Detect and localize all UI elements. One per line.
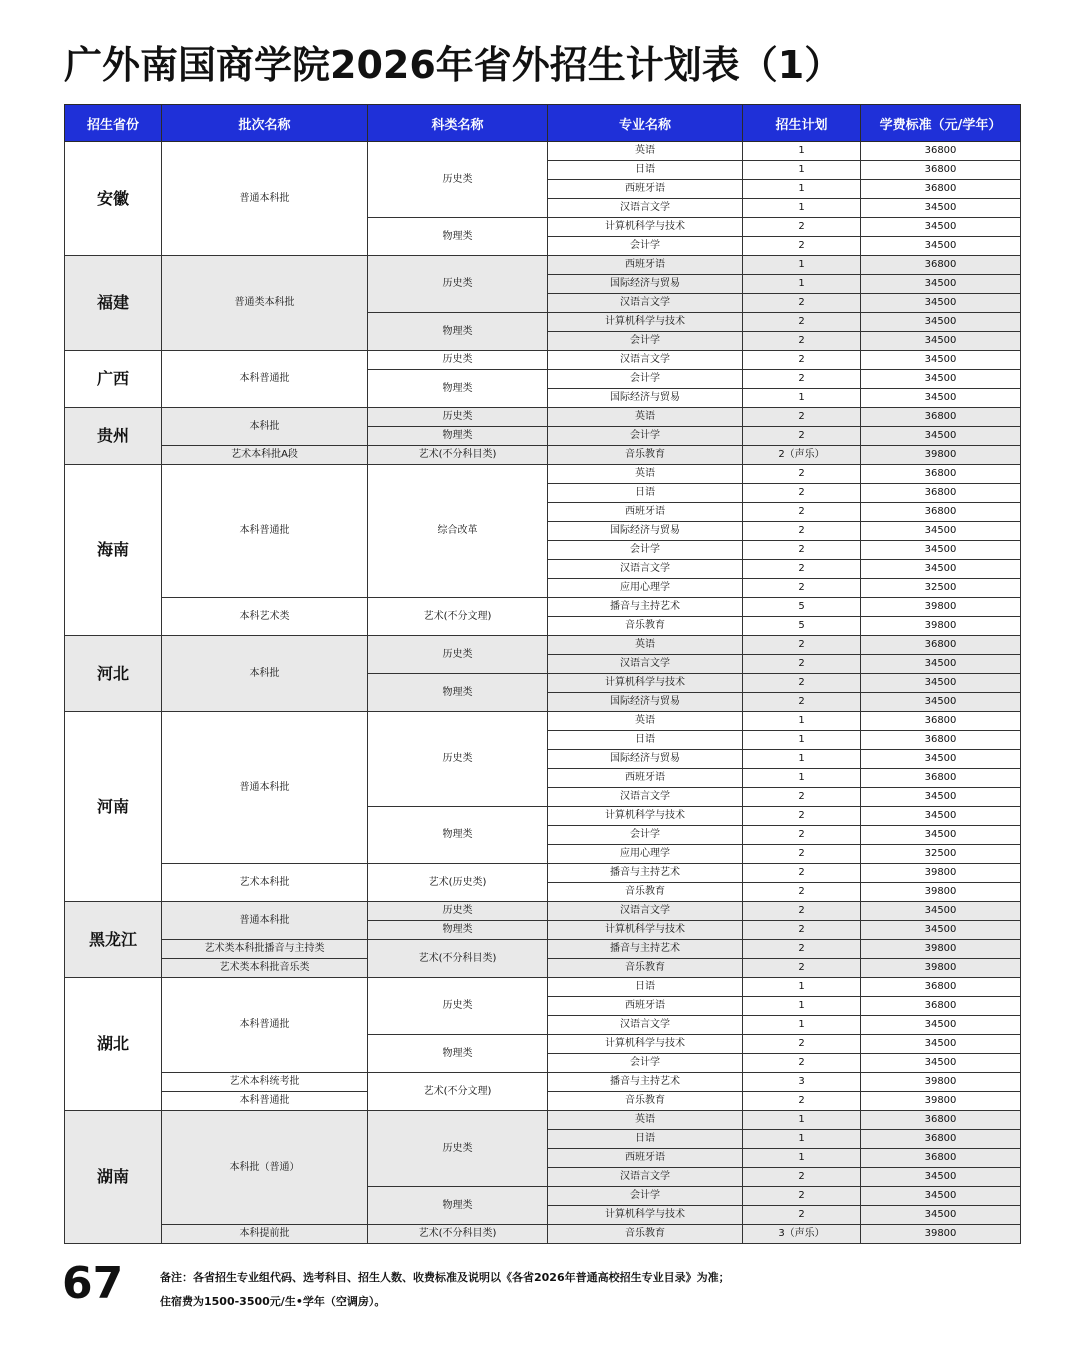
quota-cell: 2 (743, 826, 861, 845)
major-cell: 汉语言文学 (548, 294, 743, 313)
tuition-cell: 36800 (861, 408, 1021, 427)
tuition-cell: 39800 (861, 617, 1021, 636)
batch-cell: 普通本科批 (162, 712, 368, 864)
tuition-cell: 34500 (861, 1168, 1021, 1187)
major-cell: 音乐教育 (548, 959, 743, 978)
province-group (65, 465, 1021, 636)
header-category: 科类名称 (368, 105, 548, 142)
table-row (65, 598, 1021, 617)
tuition-cell: 34500 (861, 370, 1021, 389)
province-group (65, 408, 1021, 465)
quota-cell: 2 (743, 883, 861, 902)
province-name: 河南 (65, 712, 162, 902)
quota-cell: 2 (743, 940, 861, 959)
quota-cell: 1 (743, 1111, 861, 1130)
major-cell: 计算机科学与技术 (548, 807, 743, 826)
batch-cell: 本科批（普通） (162, 1111, 368, 1225)
category-cell: 历史类 (368, 978, 548, 1035)
quota-cell: 3 (743, 1073, 861, 1092)
tuition-cell: 34500 (861, 332, 1021, 351)
table-row (65, 636, 1021, 655)
quota-cell: 2 (743, 1092, 861, 1111)
quota-cell: 2 (743, 237, 861, 256)
tuition-cell: 36800 (861, 731, 1021, 750)
quota-cell: 2 (743, 351, 861, 370)
province-group (65, 1111, 1021, 1244)
province-group (65, 712, 1021, 902)
quota-cell: 2 (743, 465, 861, 484)
tuition-cell: 34500 (861, 351, 1021, 370)
quota-cell: 1 (743, 978, 861, 997)
quota-cell: 5 (743, 598, 861, 617)
batch-cell: 本科批 (162, 636, 368, 712)
quota-cell: 1 (743, 389, 861, 408)
major-cell: 英语 (548, 142, 743, 161)
major-cell: 英语 (548, 465, 743, 484)
batch-cell: 普通本科批 (162, 902, 368, 940)
tuition-cell: 34500 (861, 237, 1021, 256)
tuition-cell: 36800 (861, 256, 1021, 275)
batch-cell: 本科艺术类 (162, 598, 368, 636)
major-cell: 播音与主持艺术 (548, 598, 743, 617)
tuition-cell: 36800 (861, 484, 1021, 503)
major-cell: 会计学 (548, 1187, 743, 1206)
category-cell: 物理类 (368, 218, 548, 256)
quota-cell: 2 (743, 313, 861, 332)
quota-cell: 1 (743, 256, 861, 275)
major-cell: 音乐教育 (548, 446, 743, 465)
category-cell: 物理类 (368, 370, 548, 408)
table-row (65, 1111, 1021, 1130)
tuition-cell: 34500 (861, 541, 1021, 560)
tuition-cell: 34500 (861, 655, 1021, 674)
batch-cell: 本科普通批 (162, 1092, 368, 1111)
quota-cell: 2 (743, 427, 861, 446)
quota-cell: 1 (743, 769, 861, 788)
footnote-line: 备注：各省招生专业组代码、选考科目、招生人数、收费标准及说明以《各省2026年普通高校招生专业目录》为准； (160, 1271, 730, 1284)
category-cell: 综合改革 (368, 465, 548, 598)
tuition-cell: 34500 (861, 826, 1021, 845)
tuition-cell: 39800 (861, 940, 1021, 959)
category-cell: 物理类 (368, 427, 548, 446)
tuition-cell: 34500 (861, 674, 1021, 693)
major-cell: 英语 (548, 636, 743, 655)
quota-cell: 2 (743, 370, 861, 389)
quota-cell: 1 (743, 1149, 861, 1168)
quota-cell: 2 (743, 693, 861, 712)
quota-cell: 2 (743, 484, 861, 503)
tuition-cell: 34500 (861, 1035, 1021, 1054)
major-cell: 音乐教育 (548, 1225, 743, 1244)
quota-cell: 1 (743, 161, 861, 180)
tuition-cell: 34500 (861, 294, 1021, 313)
batch-cell: 普通本科批 (162, 142, 368, 256)
footnote-line: 住宿费为1500-3500元/生•学年（空调房）。 (160, 1295, 386, 1308)
province-name: 贵州 (65, 408, 162, 465)
major-cell: 国际经济与贸易 (548, 275, 743, 294)
category-cell: 历史类 (368, 636, 548, 674)
tuition-cell: 34500 (861, 788, 1021, 807)
category-cell: 历史类 (368, 408, 548, 427)
table-row (65, 978, 1021, 997)
tuition-cell: 34500 (861, 218, 1021, 237)
category-cell: 物理类 (368, 674, 548, 712)
province-group (65, 636, 1021, 712)
quota-cell: 1 (743, 275, 861, 294)
major-cell: 西班牙语 (548, 997, 743, 1016)
major-cell: 播音与主持艺术 (548, 1073, 743, 1092)
quota-cell: 2 (743, 541, 861, 560)
table-row (65, 940, 1021, 959)
tuition-cell: 36800 (861, 180, 1021, 199)
header-major: 专业名称 (548, 105, 743, 142)
major-cell: 应用心理学 (548, 579, 743, 598)
quota-cell: 5 (743, 617, 861, 636)
quota-cell: 1 (743, 1016, 861, 1035)
major-cell: 会计学 (548, 1054, 743, 1073)
major-cell: 会计学 (548, 826, 743, 845)
category-cell: 物理类 (368, 1035, 548, 1073)
table-row (65, 465, 1021, 484)
tuition-cell: 32500 (861, 579, 1021, 598)
table-row (65, 256, 1021, 275)
quota-cell: 2 (743, 902, 861, 921)
major-cell: 计算机科学与技术 (548, 313, 743, 332)
tuition-cell: 39800 (861, 1092, 1021, 1111)
province-group (65, 256, 1021, 351)
category-cell: 物理类 (368, 807, 548, 864)
tuition-cell: 34500 (861, 275, 1021, 294)
province-name: 福建 (65, 256, 162, 351)
major-cell: 会计学 (548, 541, 743, 560)
category-cell: 艺术(不分科目类) (368, 940, 548, 978)
batch-cell: 本科普通批 (162, 978, 368, 1073)
tuition-cell: 36800 (861, 997, 1021, 1016)
tuition-cell: 34500 (861, 1016, 1021, 1035)
major-cell: 汉语言文学 (548, 560, 743, 579)
tuition-cell: 36800 (861, 978, 1021, 997)
major-cell: 音乐教育 (548, 1092, 743, 1111)
category-cell: 艺术(历史类) (368, 864, 548, 902)
quota-cell: 2 (743, 294, 861, 313)
major-cell: 计算机科学与技术 (548, 1035, 743, 1054)
major-cell: 会计学 (548, 332, 743, 351)
tuition-cell: 34500 (861, 313, 1021, 332)
category-cell: 物理类 (368, 313, 548, 351)
major-cell: 日语 (548, 484, 743, 503)
quota-cell: 1 (743, 199, 861, 218)
category-cell: 艺术(不分科目类) (368, 446, 548, 465)
major-cell: 汉语言文学 (548, 902, 743, 921)
tuition-cell: 34500 (861, 1054, 1021, 1073)
tuition-cell: 34500 (861, 1206, 1021, 1225)
tuition-cell: 34500 (861, 389, 1021, 408)
footnote (160, 1266, 730, 1314)
province-name: 湖南 (65, 1111, 162, 1244)
quota-cell: 1 (743, 750, 861, 769)
tuition-cell: 36800 (861, 1149, 1021, 1168)
tuition-cell: 39800 (861, 959, 1021, 978)
header-batch: 批次名称 (162, 105, 368, 142)
tuition-cell: 36800 (861, 636, 1021, 655)
quota-cell: 2 (743, 1054, 861, 1073)
province-group (65, 902, 1021, 978)
header-province: 招生省份 (65, 105, 162, 142)
table-row (65, 351, 1021, 370)
tuition-cell: 34500 (861, 750, 1021, 769)
major-cell: 英语 (548, 712, 743, 731)
batch-cell: 艺术类本科批播音与主持类 (162, 940, 368, 959)
major-cell: 会计学 (548, 237, 743, 256)
major-cell: 日语 (548, 731, 743, 750)
quota-cell: 1 (743, 712, 861, 731)
quota-cell: 3（声乐） (743, 1225, 861, 1244)
quota-cell: 2 (743, 921, 861, 940)
category-cell: 艺术(不分文理) (368, 598, 548, 636)
major-cell: 国际经济与贸易 (548, 522, 743, 541)
category-cell: 历史类 (368, 1111, 548, 1187)
tuition-cell: 39800 (861, 864, 1021, 883)
table-row (65, 142, 1021, 161)
major-cell: 计算机科学与技术 (548, 1206, 743, 1225)
major-cell: 计算机科学与技术 (548, 674, 743, 693)
page-title: 广外南国商学院2026年省外招生计划表（1） (64, 43, 843, 87)
major-cell: 应用心理学 (548, 845, 743, 864)
quota-cell: 2 (743, 788, 861, 807)
category-cell: 艺术(不分文理) (368, 1073, 548, 1111)
major-cell: 汉语言文学 (548, 788, 743, 807)
tuition-cell: 36800 (861, 142, 1021, 161)
batch-cell: 艺术本科批 (162, 864, 368, 902)
tuition-cell: 36800 (861, 769, 1021, 788)
tuition-cell: 36800 (861, 161, 1021, 180)
major-cell: 汉语言文学 (548, 1168, 743, 1187)
enrollment-plan-table (64, 104, 1021, 1244)
batch-cell: 艺术本科批A段 (162, 446, 368, 465)
table-header-row (65, 105, 1021, 142)
major-cell: 国际经济与贸易 (548, 693, 743, 712)
quota-cell: 1 (743, 997, 861, 1016)
batch-cell: 普通类本科批 (162, 256, 368, 351)
quota-cell: 1 (743, 142, 861, 161)
major-cell: 国际经济与贸易 (548, 750, 743, 769)
quota-cell: 2 (743, 959, 861, 978)
major-cell: 日语 (548, 1130, 743, 1149)
quota-cell: 2 (743, 807, 861, 826)
tuition-cell: 34500 (861, 199, 1021, 218)
major-cell: 播音与主持艺术 (548, 940, 743, 959)
province-name: 广西 (65, 351, 162, 408)
tuition-cell: 32500 (861, 845, 1021, 864)
category-cell: 历史类 (368, 712, 548, 807)
province-group (65, 351, 1021, 408)
table-row (65, 1225, 1021, 1244)
category-cell: 物理类 (368, 921, 548, 940)
table-row (65, 712, 1021, 731)
major-cell: 西班牙语 (548, 180, 743, 199)
category-cell: 物理类 (368, 1187, 548, 1225)
quota-cell: 2 (743, 1206, 861, 1225)
table-row (65, 408, 1021, 427)
table-row (65, 864, 1021, 883)
province-name: 安徽 (65, 142, 162, 256)
tuition-cell: 39800 (861, 446, 1021, 465)
page-number: 67 (62, 1258, 124, 1309)
major-cell: 音乐教育 (548, 883, 743, 902)
major-cell: 西班牙语 (548, 256, 743, 275)
tuition-cell: 36800 (861, 503, 1021, 522)
tuition-cell: 34500 (861, 560, 1021, 579)
quota-cell: 2 (743, 655, 861, 674)
major-cell: 音乐教育 (548, 617, 743, 636)
quota-cell: 2（声乐） (743, 446, 861, 465)
quota-cell: 2 (743, 1035, 861, 1054)
tuition-cell: 36800 (861, 1130, 1021, 1149)
tuition-cell: 39800 (861, 1073, 1021, 1092)
major-cell: 英语 (548, 1111, 743, 1130)
table-row (65, 446, 1021, 465)
quota-cell: 2 (743, 218, 861, 237)
tuition-cell: 34500 (861, 427, 1021, 446)
tuition-cell: 34500 (861, 1187, 1021, 1206)
tuition-cell: 34500 (861, 693, 1021, 712)
header-quota: 招生计划 (743, 105, 861, 142)
province-name: 黑龙江 (65, 902, 162, 978)
quota-cell: 2 (743, 864, 861, 883)
province-name: 海南 (65, 465, 162, 636)
quota-cell: 2 (743, 408, 861, 427)
major-cell: 计算机科学与技术 (548, 218, 743, 237)
province-name: 河北 (65, 636, 162, 712)
quota-cell: 2 (743, 522, 861, 541)
category-cell: 历史类 (368, 902, 548, 921)
category-cell: 历史类 (368, 142, 548, 218)
tuition-cell: 39800 (861, 1225, 1021, 1244)
tuition-cell: 36800 (861, 712, 1021, 731)
tuition-cell: 34500 (861, 902, 1021, 921)
quota-cell: 2 (743, 1187, 861, 1206)
major-cell: 西班牙语 (548, 503, 743, 522)
quota-cell: 2 (743, 636, 861, 655)
province-name: 湖北 (65, 978, 162, 1111)
category-cell: 历史类 (368, 351, 548, 370)
batch-cell: 本科普通批 (162, 465, 368, 598)
major-cell: 国际经济与贸易 (548, 389, 743, 408)
category-cell: 艺术(不分科目类) (368, 1225, 548, 1244)
major-cell: 日语 (548, 978, 743, 997)
quota-cell: 1 (743, 731, 861, 750)
quota-cell: 1 (743, 180, 861, 199)
major-cell: 西班牙语 (548, 769, 743, 788)
quota-cell: 2 (743, 579, 861, 598)
major-cell: 会计学 (548, 427, 743, 446)
header-tuition: 学费标准（元/学年） (861, 105, 1021, 142)
major-cell: 计算机科学与技术 (548, 921, 743, 940)
tuition-cell: 39800 (861, 883, 1021, 902)
category-cell: 历史类 (368, 256, 548, 313)
quota-cell: 2 (743, 845, 861, 864)
batch-cell: 艺术本科统考批 (162, 1073, 368, 1092)
batch-cell: 艺术类本科批音乐类 (162, 959, 368, 978)
quota-cell: 2 (743, 503, 861, 522)
table-row (65, 902, 1021, 921)
major-cell: 汉语言文学 (548, 655, 743, 674)
tuition-cell: 34500 (861, 807, 1021, 826)
tuition-cell: 39800 (861, 598, 1021, 617)
major-cell: 汉语言文学 (548, 199, 743, 218)
major-cell: 会计学 (548, 370, 743, 389)
major-cell: 日语 (548, 161, 743, 180)
batch-cell: 本科提前批 (162, 1225, 368, 1244)
quota-cell: 1 (743, 1130, 861, 1149)
tuition-cell: 36800 (861, 1111, 1021, 1130)
quota-cell: 2 (743, 332, 861, 351)
tuition-cell: 34500 (861, 522, 1021, 541)
quota-cell: 2 (743, 560, 861, 579)
major-cell: 西班牙语 (548, 1149, 743, 1168)
province-group (65, 978, 1021, 1111)
major-cell: 汉语言文学 (548, 351, 743, 370)
batch-cell: 本科批 (162, 408, 368, 446)
major-cell: 播音与主持艺术 (548, 864, 743, 883)
batch-cell: 本科普通批 (162, 351, 368, 408)
major-cell: 英语 (548, 408, 743, 427)
major-cell: 汉语言文学 (548, 1016, 743, 1035)
province-group (65, 142, 1021, 256)
quota-cell: 2 (743, 1168, 861, 1187)
table-row (65, 1073, 1021, 1092)
tuition-cell: 34500 (861, 921, 1021, 940)
tuition-cell: 36800 (861, 465, 1021, 484)
quota-cell: 2 (743, 674, 861, 693)
